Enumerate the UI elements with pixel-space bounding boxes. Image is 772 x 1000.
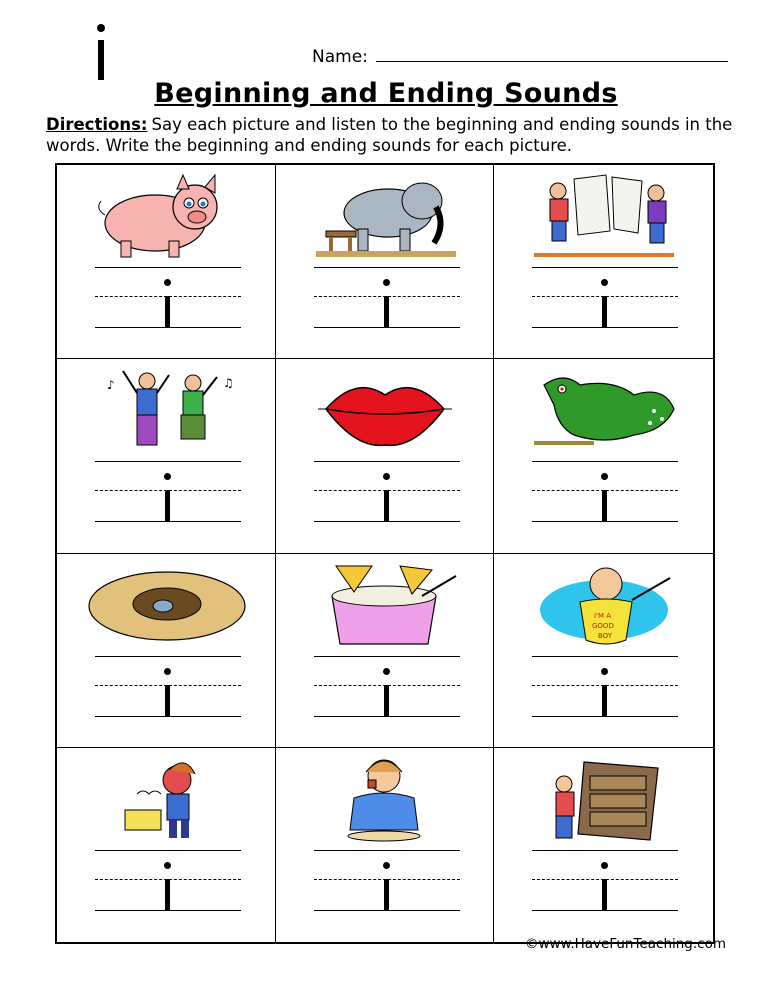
picture-cell-lips: [276, 359, 495, 553]
directions-text: Say each picture and listen to the beginning and ending sounds in the words. Write the beginning and ending sounds for each picture.: [46, 115, 733, 155]
copyright-footer[interactable]: ©www.HaveFunTeaching.com: [524, 936, 726, 952]
directions: [46, 114, 746, 156]
dancers-picture: [77, 365, 255, 455]
svg-text:♫: ♫: [223, 376, 234, 391]
letter-i: [161, 862, 175, 910]
sip-picture: [296, 754, 474, 844]
pit-picture: [77, 560, 255, 650]
rip-picture: [514, 171, 692, 261]
letter-i: [161, 279, 175, 327]
name-line[interactable]: [376, 46, 728, 62]
letter-i: [380, 473, 394, 521]
dresser-picture: [514, 754, 692, 844]
letter-i: [598, 279, 612, 327]
dip-picture: [296, 560, 474, 650]
name-label: Name:: [312, 47, 368, 67]
dragon-picture: [514, 365, 692, 455]
bib-picture: [514, 560, 692, 650]
letter-i: [380, 668, 394, 716]
svg-text:♪: ♪: [107, 378, 115, 393]
picture-cell-elephant: [276, 165, 495, 359]
picture-cell-sick-person: [57, 748, 276, 942]
picture-cell-dip: [276, 554, 495, 748]
letter-i: [598, 862, 612, 910]
directions-label: Directions:: [46, 115, 148, 134]
letter-i: [161, 473, 175, 521]
picture-cell-dancers: [57, 359, 276, 553]
letter-i: [598, 473, 612, 521]
picture-cell-bib: [494, 554, 713, 748]
svg-text:BOY: BOY: [598, 631, 613, 640]
name-field[interactable]: [312, 46, 728, 67]
picture-grid: [55, 163, 715, 944]
letter-i: [380, 279, 394, 327]
picture-cell-dragon: [494, 359, 713, 553]
picture-cell-sip: [276, 748, 495, 942]
header-letter-i: [94, 22, 108, 80]
sick-person-picture: [77, 754, 255, 844]
letter-i: [161, 668, 175, 716]
letter-i: [598, 668, 612, 716]
elephant-picture: [296, 171, 474, 261]
lips-picture: [296, 365, 474, 455]
page-title: Beginning and Ending Sounds: [154, 78, 618, 109]
picture-cell-pig: [57, 165, 276, 359]
picture-cell-rip: [494, 165, 713, 359]
svg-text:I'M A: I'M A: [594, 611, 612, 620]
svg-text:GOOD: GOOD: [592, 621, 615, 630]
picture-cell-pit: [57, 554, 276, 748]
picture-cell-dresser: [494, 748, 713, 942]
pig-picture: [77, 171, 255, 261]
letter-i: [380, 862, 394, 910]
